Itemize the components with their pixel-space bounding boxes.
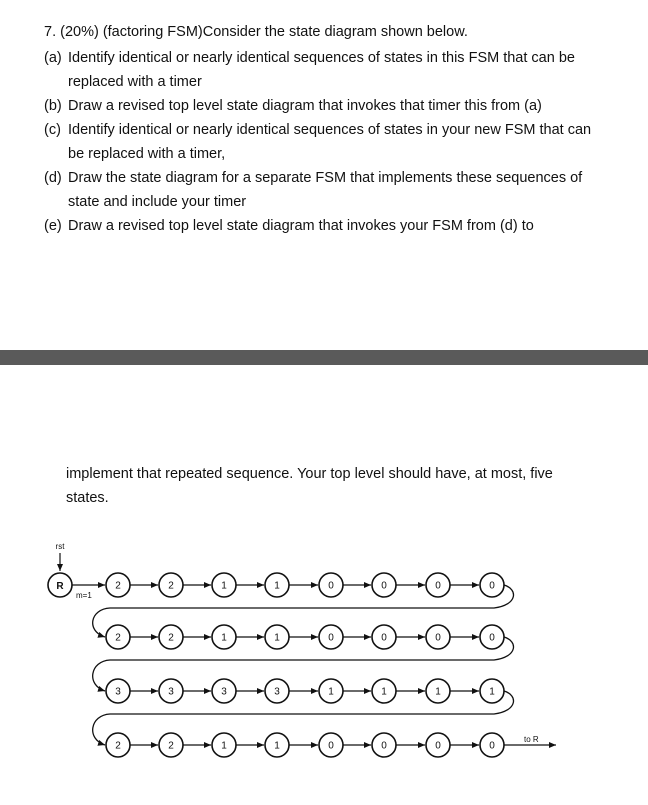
state-value: 0 bbox=[489, 580, 495, 592]
state-value: 2 bbox=[168, 632, 174, 644]
state-value: 2 bbox=[115, 632, 121, 644]
continuation-line: implement that repeated sequence. Your top level should have, at most, five bbox=[66, 466, 553, 482]
continuation-line: states. bbox=[66, 490, 109, 506]
state-value: 1 bbox=[435, 686, 441, 698]
state-value: 0 bbox=[435, 632, 441, 644]
state-value: 1 bbox=[328, 686, 334, 698]
state-value: 0 bbox=[381, 740, 387, 752]
state-value: 3 bbox=[115, 686, 121, 698]
part-text-cont: replaced with a timer bbox=[68, 74, 202, 90]
state-value: 1 bbox=[221, 632, 227, 644]
state-value: 0 bbox=[435, 740, 441, 752]
state-value: 0 bbox=[489, 632, 495, 644]
state-value: 0 bbox=[435, 580, 441, 592]
state-value: 1 bbox=[381, 686, 387, 698]
exit-label: to R bbox=[524, 735, 539, 744]
part-label: (e) bbox=[44, 218, 62, 234]
question-title: 7. (20%) (factoring FSM)Consider the state diagram shown below. bbox=[44, 24, 468, 40]
wrap-connector bbox=[93, 585, 514, 637]
state-value: 1 bbox=[274, 580, 280, 592]
state-value: 3 bbox=[168, 686, 174, 698]
state-value: 2 bbox=[168, 740, 174, 752]
state-value: 1 bbox=[274, 740, 280, 752]
part-label: (a) bbox=[44, 50, 62, 66]
state-R-label: R bbox=[56, 581, 64, 592]
state-value: 2 bbox=[168, 580, 174, 592]
part-label: (b) bbox=[44, 98, 62, 114]
state-value: 0 bbox=[328, 632, 334, 644]
state-value: 0 bbox=[328, 740, 334, 752]
state-value: 2 bbox=[115, 740, 121, 752]
part-label: (c) bbox=[44, 122, 61, 138]
wrap-connector bbox=[93, 637, 514, 691]
state-value: 3 bbox=[274, 686, 280, 698]
state-value: 0 bbox=[381, 580, 387, 592]
state-value: 2 bbox=[115, 580, 121, 592]
part-text: Draw the state diagram for a separate FSM that implements these sequences of bbox=[68, 170, 583, 186]
part-text: Draw a revised top level state diagram that invokes your FSM from (d) to bbox=[68, 218, 534, 234]
state-value: 1 bbox=[221, 740, 227, 752]
state-value: 1 bbox=[489, 686, 495, 698]
state-value: 3 bbox=[221, 686, 227, 698]
state-value: 1 bbox=[274, 632, 280, 644]
part-text-cont: be replaced with a timer, bbox=[68, 146, 226, 162]
reset-label: rst bbox=[55, 542, 65, 551]
wrap-connector bbox=[93, 691, 514, 745]
state-value: 0 bbox=[381, 632, 387, 644]
part-label: (d) bbox=[44, 170, 62, 186]
part-text: Identify identical or nearly identical sequences of states in your new FSM that can bbox=[68, 122, 592, 138]
state-value: 1 bbox=[221, 580, 227, 592]
edge-label: m=1 bbox=[76, 591, 92, 600]
state-value: 0 bbox=[328, 580, 334, 592]
part-text: Draw a revised top level state diagram that invokes that timer this from (a) bbox=[68, 98, 542, 114]
state-value: 0 bbox=[489, 740, 495, 752]
part-text-cont: state and include your timer bbox=[68, 194, 247, 210]
part-text: Identify identical or nearly identical sequences of states in this FSM that can be bbox=[68, 50, 575, 66]
